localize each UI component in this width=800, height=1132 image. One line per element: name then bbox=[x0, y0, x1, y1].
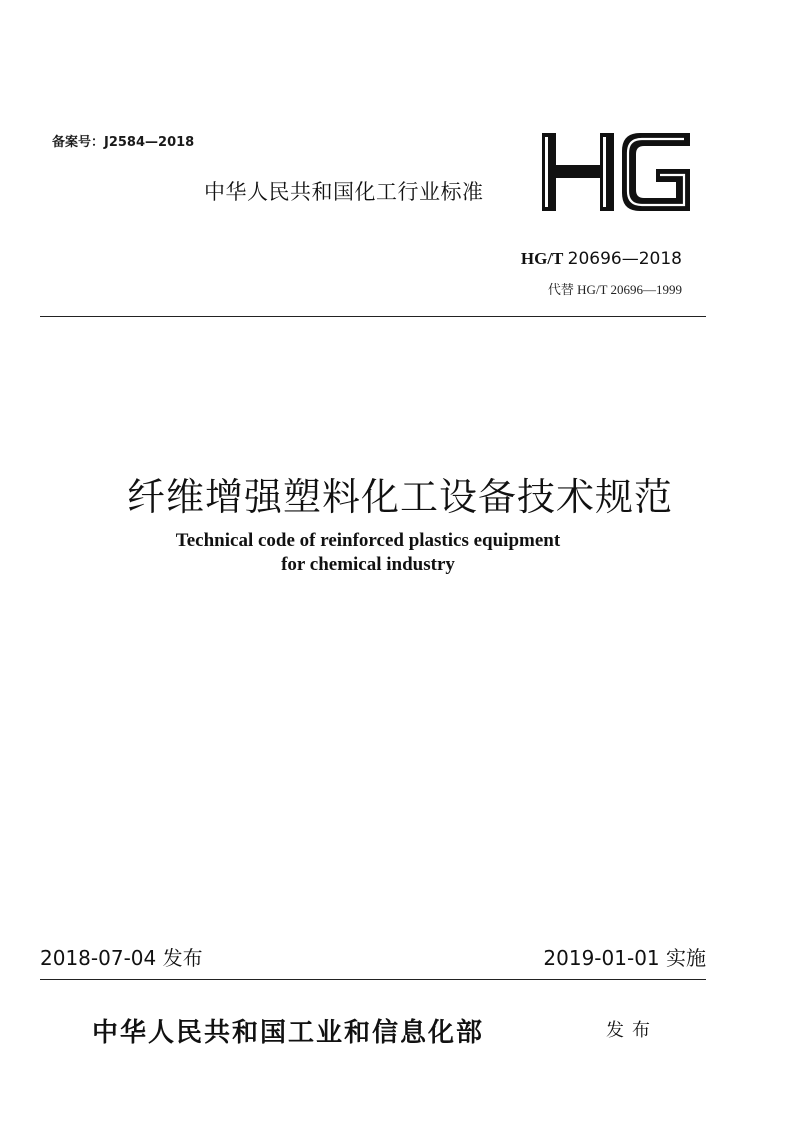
title-english-line1: Technical code of reinforced plastics equipment bbox=[175, 530, 561, 551]
industry-standard-label: 中华人民共和国化工行业标准 bbox=[204, 180, 484, 204]
hg-logo bbox=[540, 131, 693, 213]
standard-code-prefix: HG/T bbox=[520, 249, 564, 268]
replaces-standard: 代替 HG/T 20696—1999 bbox=[547, 282, 682, 297]
bottom-divider bbox=[40, 979, 706, 980]
implementation-date: 2019-01-01 实施 bbox=[543, 946, 706, 970]
standard-number bbox=[521, 249, 682, 269]
standard-code-number: 20696—2018 bbox=[567, 249, 682, 269]
hg-logo-g bbox=[622, 133, 690, 211]
title-chinese: 纤维增强塑料化工设备技术规范 bbox=[126, 475, 673, 519]
publish-label: 发布 bbox=[606, 1020, 658, 1041]
title-english-line2: for chemical industry bbox=[281, 554, 455, 575]
publisher: 中华人民共和国工业和信息化部 bbox=[92, 1018, 485, 1048]
record-number: 备案号：J2584—2018 bbox=[52, 135, 195, 150]
hg-logo-h bbox=[542, 133, 614, 211]
top-divider bbox=[40, 316, 706, 317]
issue-date: 2018-07-04 发布 bbox=[40, 946, 203, 970]
